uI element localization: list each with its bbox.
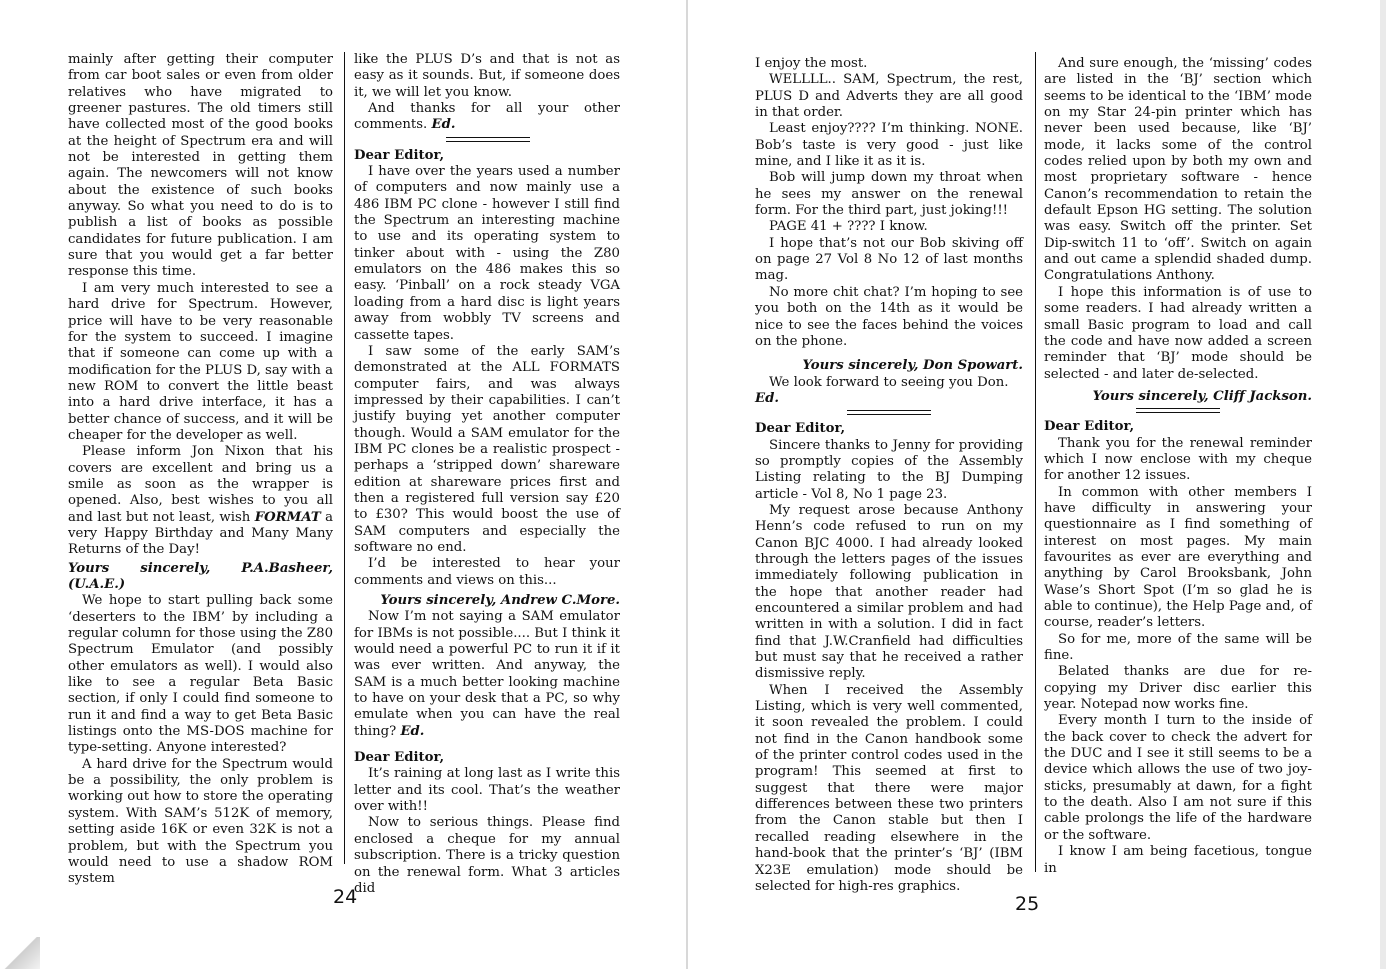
paragraph: We hope to start pulling back some ‘deserters to the IBM’ by including a regular column for those using the Z80 Spectrum Emulator (and possibly other emulators as well). I would also like to see a regular Beta Basic section, if only I could find someone to run it and find a way to get Beta Basic listings onto the MS-DOS machine for type-setting. Anyone interested? — [68, 593, 333, 756]
paragraph: Now to serious things. Please find enclosed a cheque for my annual subscription. There is a tricky question on the renewal form. What 3 articles did — [354, 815, 620, 896]
paragraph: mainly after getting their computer from car boot sales or even from older relatives who have migrated to greener pastures. The old timers still have collected most of the good books at the height of Spectrum era and will not be interested in getting them again. The newcomers will not know about the existence of such books anyway. So what you need to do is to publish a list of books as possible candidates for future publication. I am sure that you would get a far better response this time. — [68, 52, 333, 280]
letter-signature: Yours sincerely, Don Spowart. — [802, 358, 1023, 374]
paragraph: And sure enough, the ‘missing’ codes are listed in the ‘BJ’ section which seems to be identical to the ‘IBM’ mode on my Star 24-pin printer which has never been used because, like ‘BJ’ mode, it lacks some of the control codes relied upon by both my own and most proprietary software - hence Canon’s recommendation to retain the default Epson HG setting. The solution was easy. Switch off the printer. Set Dip-switch 11 to ‘off’. Switch on again and out came a splendid shaded dump. Congratulations Anthony. — [1044, 56, 1312, 284]
paragraph: My request arose because Anthony Henn’s code refused to run on my Canon BJC 4000. I had already looked through the letters pages of the issues immediately following publication in the hope that another reader had encountered a similar problem and had written in with a solution. I did in fact find that J.W.Cranfield had difficulties but must say that he received a rather dismissive reply. — [755, 502, 1023, 682]
paragraph: A hard drive for the Spectrum would be a possibility, the only problem is working out how to store the operating system. With SAM’s 512K of memory, setting aside 16K or even 32K is not a problem, but with the Spectrum you would need to use a shadow ROM system — [68, 756, 333, 887]
page-corner-shadow — [0, 937, 40, 969]
paragraph — [354, 609, 620, 740]
paragraph: In common with other members I have difficulty in answering your questionnaire as I find something of interest on most pages. My main favourites as ever are everything and anything by Carol Brooksbank, John Wase’s Short Spot (I’m so glad he is able to continue), the Help Page and, of course, reader’s letters. — [1044, 484, 1312, 631]
text-run: Now I’m not saying a SAM emulator for IBMs is not possible.... But I think it would need a powerful PC to run it if it was ever written. And anyway, the SAM is a much better looking machine to have on your desk that a PC, so why emulate when you can have the real thing? — [354, 609, 620, 739]
paragraph: Belated thanks are due for re-copying my Driver disc earlier this year. Notepad now works fine. — [1044, 664, 1312, 713]
paragraph: I know I am being facetious, tongue in — [1044, 844, 1312, 876]
left-page — [0, 0, 688, 969]
text-run: Please inform Jon Nixon that his covers are excellent and bring us a smile as soon as the wrapper is opened. Also, best wishes to you all and last but not least, wish — [68, 444, 333, 525]
column-divider — [1035, 52, 1036, 872]
format-magazine-name: FORMAT — [254, 509, 321, 525]
paragraph: I am very much interested to see a hard drive for Spectrum. However, price will have to be very reasonable for the system to succeed. I imagine that if someone can come up with a modification for the PLUS D, say with a new ROM to convert the little beast into a hard drive interface, it has a better chance of success, and it will be cheaper for the developer as well. — [68, 280, 334, 443]
page-number: 25 — [1015, 893, 1040, 915]
left-column-1 — [68, 52, 333, 888]
letter-heading: Dear Editor, — [1044, 419, 1135, 435]
text-run: And thanks for all your other comments. — [354, 101, 620, 133]
editor-mark: Ed. — [755, 390, 779, 406]
paragraph: I saw some of the early SAM’s demonstrated at the ALL FORMATS computer fairs, and was always impressed by their capabilities. I can’t justify buying yet another computer though. Would a SAM emulator for the IBM PC clones be a realistic prospect - perhaps a ‘stripped down’ shareware edition at shareware prices first and then a registered full version say £20 to £30? This would boost the use of SAM computers and especially the software no end. — [354, 343, 620, 555]
page-number: 24 — [333, 886, 358, 908]
column-divider — [344, 52, 345, 864]
text-run: a very Happy Birthday and Many Many Returns of the Day! — [68, 509, 333, 558]
page-edge-shadow — [1380, 0, 1386, 969]
editor-mark: Ed. — [431, 117, 456, 133]
paragraph: Bob will jump down my throat when he sees my answer on the renewal form. For the third part, just joking!!! — [755, 170, 1023, 219]
paragraph: We look forward to seeing you Don. — [769, 374, 1009, 390]
letter-signature: Yours sincerely, Andrew C.More. — [380, 593, 620, 608]
paragraph: I hope this information is of use to some readers. I had already written a small Basic program to load and call the code and have now added a screen reminder that ‘BJ’ mode should be selected - and later de-selected. — [1044, 284, 1312, 382]
paragraph: I enjoy the most. — [755, 56, 868, 71]
paragraph: I have over the years used a number of computers and now mainly use a 486 IBM PC clone - however I still find the Spectrum an interesting machine to use and its operating system to tinker about with - using the Z80 emulators on the 486 makes this so easy. ‘Pinball’ on a rock steady VGA loading from a hard disc is light years away from wobbly TV screens and cassette tapes. — [354, 164, 620, 343]
paragraph — [68, 444, 333, 558]
paragraph: Least enjoy???? I’m thinking. NONE. Bob’s taste is very good - just like mine, and I like it as it is. — [755, 121, 1023, 170]
paragraph: It’s raining at long last as I write this letter and its cool. That’s the weather over with!! — [354, 766, 620, 815]
section-rule — [847, 410, 931, 415]
letter-heading: Dear Editor, — [755, 421, 846, 437]
paragraph: When I received the Assembly Listing, which is very well commented, it soon revealed the problem. I could not find in the Canon handbook some of the printer control codes used in the program! This seemed at first to suggest that there were major differences between these two printers from the Canon stable but then I recalled reading elsewhere in the hand-book that the printer’s ‘BJ’ (IBM X23E emulation) mode should be selected for high-res graphics. — [755, 682, 1023, 894]
section-rule — [446, 137, 530, 142]
letter-signature: Yours sincerely, Cliff Jackson. — [1092, 388, 1312, 404]
editor-mark: Ed. — [400, 723, 425, 739]
paragraph: Thank you for the renewal reminder which I now enclose with my cheque for another 12 issues. — [1044, 435, 1312, 484]
paragraph: I hope that’s not our Bob skiving off on page 27 Vol 8 No 12 of last months mag. — [755, 235, 1023, 284]
letter-signature: Yours sincerely, P.A.Basheer, (U.A.E.) — [68, 560, 333, 592]
paragraph: Sincere thanks to Jenny for providing so promptly copies of the Assembly Listing relating to the BJ Dumping article - Vol 8, No 1 page 23. — [755, 437, 1023, 502]
right-column-2 — [1044, 56, 1312, 877]
paragraph: So for me, more of the same will be fine. — [1044, 631, 1312, 664]
paragraph: I’d be interested to hear your comments and views on this... — [354, 556, 620, 588]
paragraph — [354, 101, 620, 134]
paragraph: WELLLL.. SAM, Spectrum, the rest, PLUS D and Adverts they are all good in that order. — [755, 72, 1023, 121]
left-column-2 — [354, 52, 620, 897]
paragraph: PAGE 41 + ???? I know. — [769, 219, 928, 235]
right-column-1 — [755, 56, 1023, 895]
paragraph: No more chit chat? I’m hoping to see you both on the 14th as it would be nice to see the faces behind the voices on the phone. — [755, 284, 1023, 349]
right-page — [688, 0, 1386, 969]
letter-heading: Dear Editor, — [354, 750, 445, 766]
letter-heading: Dear Editor, — [354, 147, 445, 163]
paragraph: Every month I turn to the inside of the back cover to check the advert for the DUC and I see it still seems to be a device which allows the use of two joy-sticks, presumably at dawn, for a fight to the death. Also I am not sure if this cable prolongs the life of the hardware or the software. — [1044, 713, 1312, 843]
paragraph: like the PLUS D’s and that is not as easy as it sounds. But, if someone does it, we will let you know. — [354, 52, 620, 100]
section-rule — [1136, 408, 1220, 413]
